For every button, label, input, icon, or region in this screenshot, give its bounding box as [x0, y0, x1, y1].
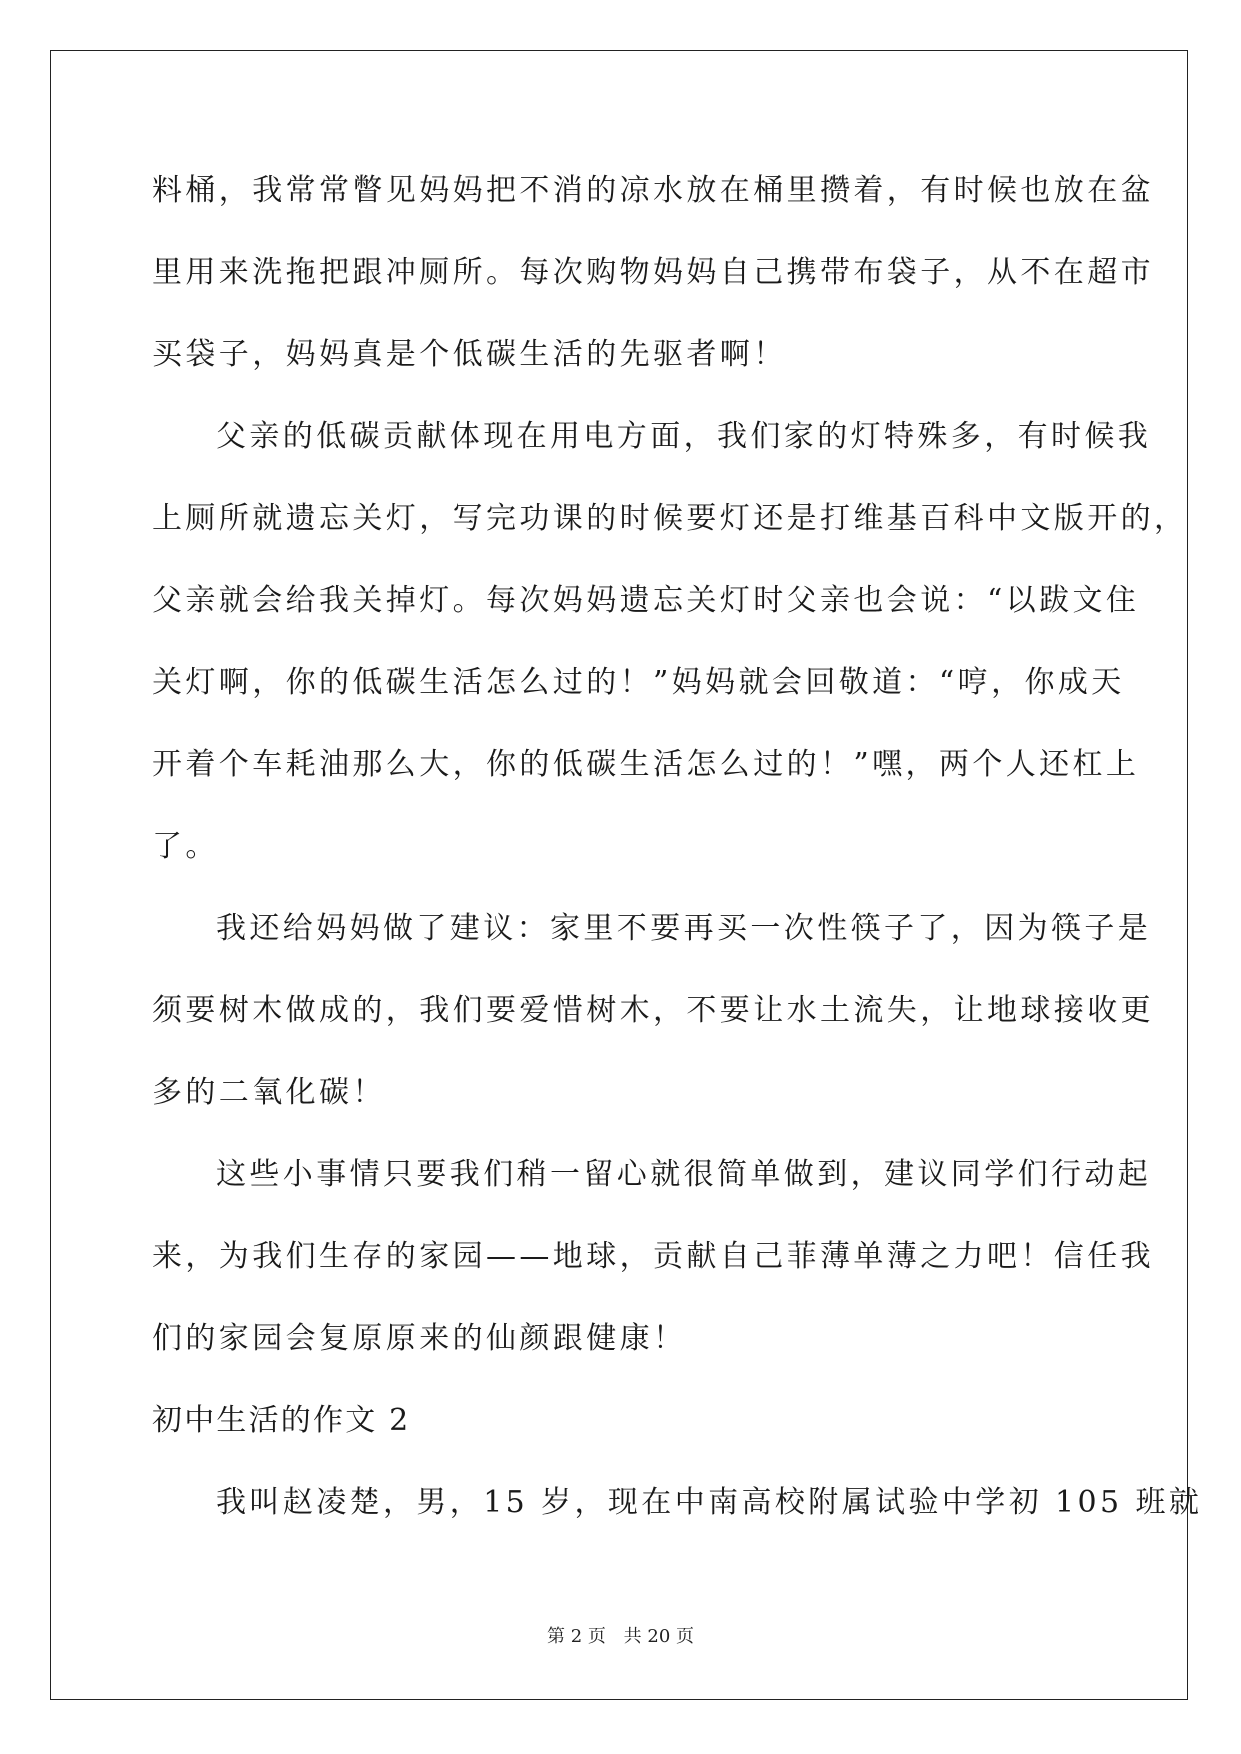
text-line: 买袋子，妈妈真是个低碳生活的先驱者啊！: [152, 337, 787, 372]
text-line: 父亲就会给我关掉灯。每次妈妈遗忘关灯时父亲也会说：“以跋文住: [152, 583, 1140, 618]
text-line: 关灯啊，你的低碳生活怎么过的！”妈妈就会回敬道：“哼，你成天: [152, 665, 1125, 700]
text-line: 料桶，我常常瞥见妈妈把不消的凉水放在桶里攒着，有时候也放在盆: [152, 173, 1154, 208]
paragraph-start: 父亲的低碳贡献体现在用电方面，我们家的灯特殊多，有时候我: [216, 419, 1152, 454]
page-number: 第 2 页: [547, 1626, 606, 1647]
text-line: 上厕所就遗忘关灯，写完功课的时候要灯还是打维基百科中文版开的，: [152, 501, 1188, 536]
text-line: 开着个车耗油那么大，你的低碳生活怎么过的！”嘿，两个人还杠上: [152, 747, 1140, 782]
text-line: 了。: [152, 829, 219, 864]
text-line: 们的家园会复原原来的仙颜跟健康！: [152, 1321, 687, 1356]
paragraph-start: 我还给妈妈做了建议：家里不要再买一次性筷子了，因为筷子是: [216, 911, 1152, 946]
paragraph-start: 这些小事情只要我们稍一留心就很简单做到，建议同学们行动起: [216, 1157, 1152, 1192]
text-line: 多的二氧化碳！: [152, 1075, 386, 1110]
text-line: 来，为我们生存的家园——地球，贡献自己菲薄单薄之力吧！信任我: [152, 1239, 1154, 1274]
paragraph-start: 我叫赵凌楚，男，15 岁，现在中南高校附属试验中学初 105 班就: [216, 1485, 1203, 1520]
page-footer: [0, 1622, 1241, 1648]
text-line: 里用来洗拖把跟冲厕所。每次购物妈妈自己携带布袋子，从不在超市: [152, 255, 1154, 290]
section-heading: 初中生活的作文 2: [152, 1403, 411, 1438]
page-total: 共 20 页: [623, 1626, 694, 1647]
document-body: [152, 156, 1203, 1550]
text-line: 须要树木做成的，我们要爱惜树木，不要让水土流失，让地球接收更: [152, 993, 1154, 1028]
